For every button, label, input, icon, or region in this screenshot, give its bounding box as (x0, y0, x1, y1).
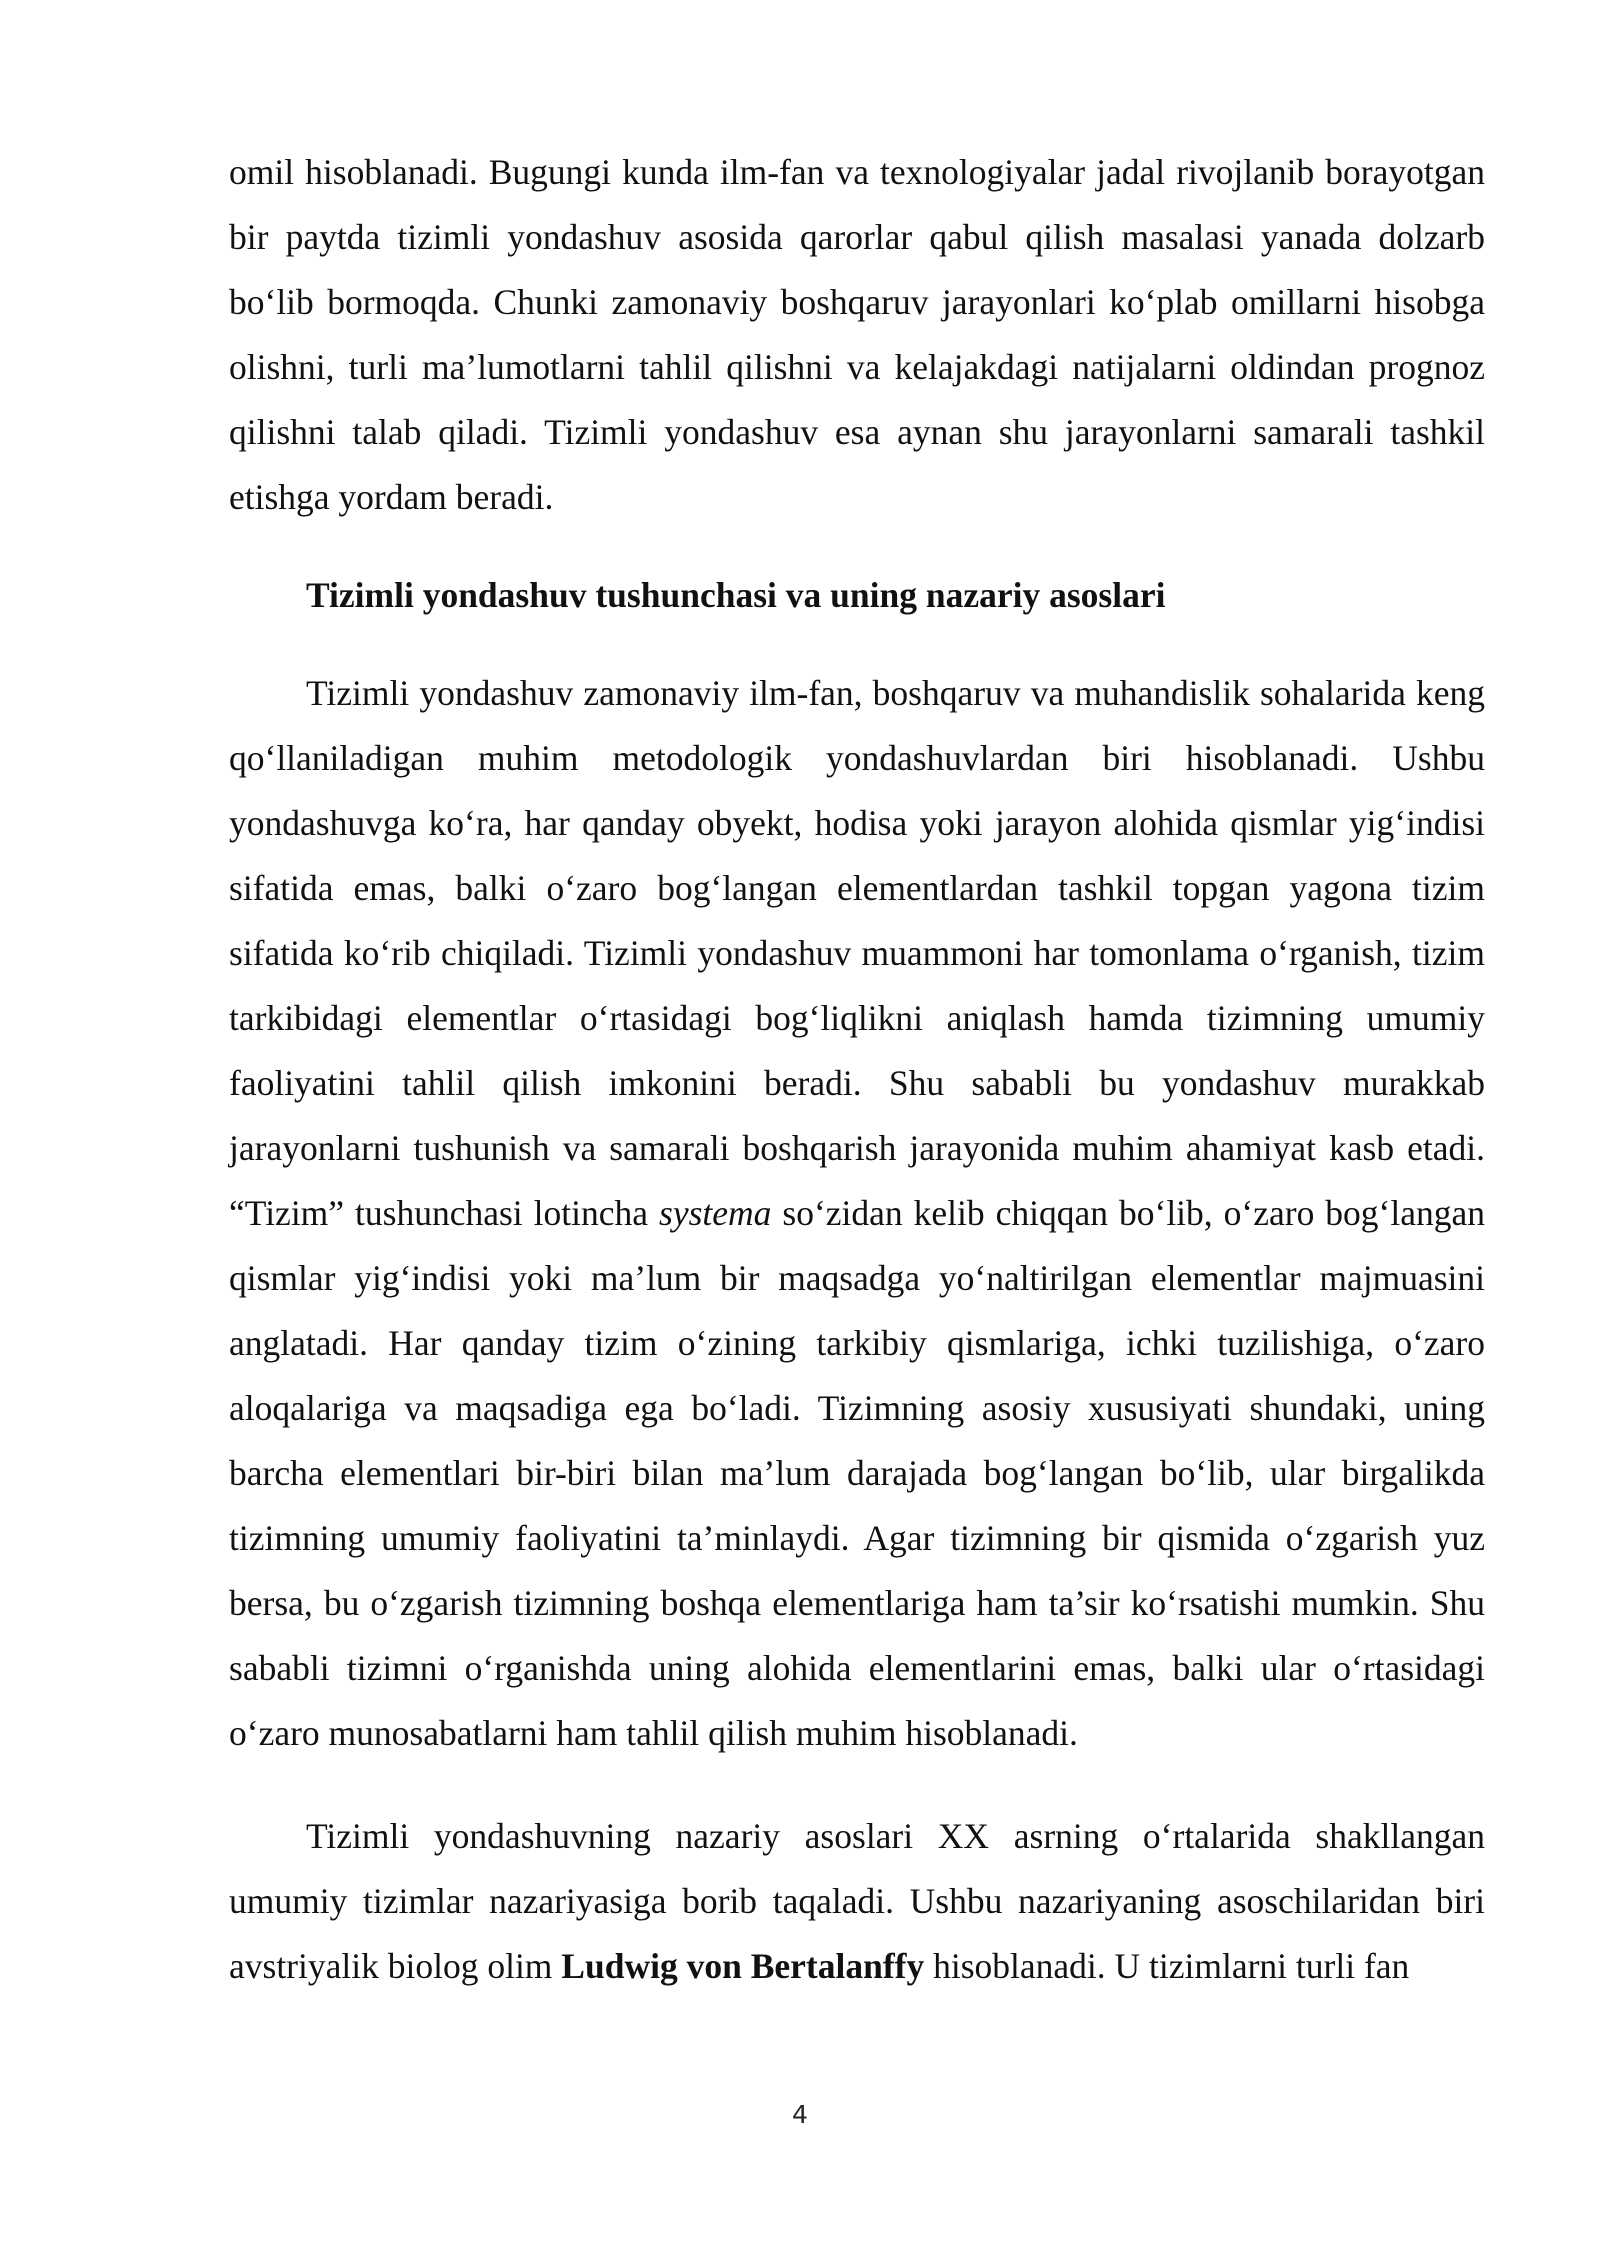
paragraph-system-approach (229, 661, 1485, 1766)
latin-term-systema: systema (659, 1193, 772, 1233)
scientist-name: Ludwig von Bertalanffy (561, 1946, 925, 1986)
paragraph-theory-foundations-text-continued: hisoblanadi. U tizimlarni turli fan (933, 1946, 1410, 1986)
page-body (229, 140, 1485, 1999)
paragraph-theory-foundations (229, 1804, 1485, 1999)
paragraph-spacer (229, 1766, 1485, 1804)
paragraph-system-approach-text: Tizimli yondashuv zamonaviy ilm-fan, boshqaruv va muhandislik sohalarida keng qo‘llaniladigan muhim metodologik yondashuvlardan biri hisoblanadi. Ushbu yondashuvga ko‘ra, har qanday obyekt, hodisa yoki jarayon alohida qismlar yig‘indisi sifatida emas, balki o‘zaro bog‘langan elementlardan tashkil topgan yagona tizim sifatida ko‘rib chiqiladi. Tizimli yondashuv muammoni har tomonlama o‘rganish, tizim tarkibidagi elementlar o‘rtasidagi bog‘liqlikni aniqlash hamda tizimning umumiy faoliyatini tahlil qilish imkonini beradi. Shu sababli bu yondashuv murakkab jarayonlarni tushunish va samarali boshqarish jarayonida muhim ahamiyat kasb etadi. “Tizim” tushunchasi lotincha (229, 673, 1485, 1233)
page-number: 4 (792, 2100, 808, 2129)
section-heading: Tizimli yondashuv tushunchasi va uning nazariy asoslari (306, 575, 1166, 615)
paragraph-theory-foundations-text: Tizimli yondashuvning nazariy asoslari XX asrning o‘rtalarida shakllangan umumiy tizimlar nazariyasiga borib taqaladi. Ushbu nazariyaning asoschilaridan biri avstriyalik biolog olim (229, 1816, 1485, 1986)
paragraph-intro-continuation: omil hisoblanadi. Bugungi kunda ilm-fan va texnologiyalar jadal rivojlanib borayotgan bir paytda tizimli yondashuv asosida qarorlar qabul qilish masalasi yanada dolzarb bo‘lib bormoqda. Chunki zamonaviy boshqaruv jarayonlari ko‘plab omillarni hisobga olishni, turli ma’lumotlarni tahlil qilishni va kelajakdagi natijalarni oldindan prognoz qilishni talab qiladi. Tizimli yondashuv esa aynan shu jarayonlarni samarali tashkil etishga yordam beradi. (229, 152, 1485, 517)
paragraph-system-approach-text-continued: so‘zidan kelib chiqqan bo‘lib, o‘zaro bog‘langan qismlar yig‘indisi yoki ma’lum bir maqsadga yo‘naltirilgan elementlar majmuasini anglatadi. Har qanday tizim o‘zining tarkibiy qismlariga, ichki tuzilishiga, o‘zaro aloqalariga va maqsadiga ega bo‘ladi. Tizimning asosiy xususiyati shundaki, uning barcha elementlari bir-biri bilan ma’lum darajada bog‘langan bo‘lib, ular birgalikda tizimning umumiy faoliyatini ta’minlaydi. Agar tizimning bir qismida o‘zgarish yuz bersa, bu o‘zgarish tizimning boshqa elementlariga ham ta’sir ko‘rsatishi mumkin. Shu sababli tizimni o‘rganishda uning alohida elementlarini emas, balki ular o‘rtasidagi o‘zaro munosabatlarni ham tahlil qilish muhim hisoblanadi. (229, 1193, 1486, 1753)
